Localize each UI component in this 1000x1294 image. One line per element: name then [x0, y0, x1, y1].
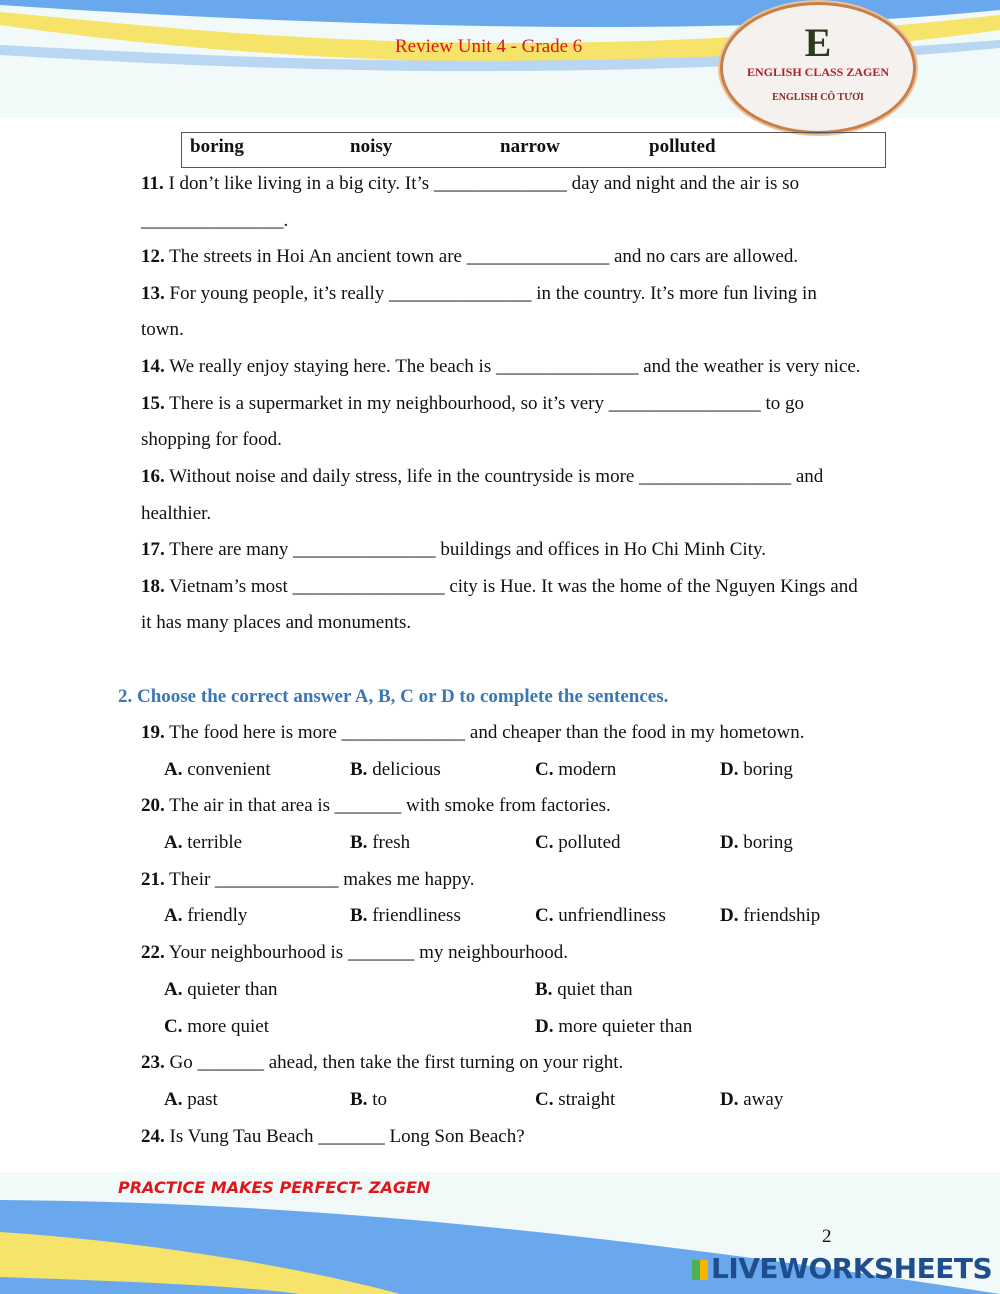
question-text: Your neighbourhood is _______ my neighbourhood. [164, 942, 568, 963]
question-line [141, 173, 799, 195]
option-letter: B. [350, 759, 368, 780]
question-line [141, 795, 611, 817]
option-letter: A. [164, 905, 183, 926]
option-letter: A. [164, 1089, 183, 1110]
question-number: 17. [141, 539, 165, 560]
question-text: The streets in Hoi An ancient town are _______________ and no cars are allowed. [164, 246, 799, 267]
question-text: Their _____________ makes me happy. [164, 869, 475, 890]
page-number: 2 [822, 1226, 832, 1247]
option-letter: B. [350, 832, 368, 853]
question-number: 13. [141, 283, 165, 304]
question-text: The food here is more _____________ and cheaper than the food in my hometown. [164, 722, 805, 743]
footer-slogan: PRACTICE MAKES PERFECT- ZAGEN [118, 1178, 431, 1197]
option-letter: D. [720, 1089, 739, 1110]
option-letter: C. [164, 1016, 183, 1037]
option-text: boring [743, 759, 793, 780]
question-line [141, 942, 568, 964]
question-line [141, 722, 804, 744]
option-letter: D. [720, 759, 739, 780]
answer-option[interactable] [164, 759, 271, 781]
option-letter: B. [350, 905, 368, 926]
logo-letter: E [804, 20, 832, 65]
answer-option[interactable] [535, 905, 666, 927]
question-text: Go _______ ahead, then take the first turning on your right. [164, 1052, 624, 1073]
question-number: 16. [141, 466, 165, 487]
question-text: healthier. [141, 503, 212, 524]
option-letter: B. [535, 979, 553, 1000]
word: boring [190, 136, 244, 157]
option-text: delicious [372, 759, 441, 780]
question-text: _______________. [141, 210, 289, 231]
answer-option[interactable] [164, 979, 277, 1001]
answer-option[interactable] [720, 905, 820, 927]
question-number: 24. [141, 1126, 165, 1147]
logo-line2: ENGLISH CÔ TƯƠI [772, 92, 864, 103]
question-text: town. [141, 319, 184, 340]
question-line [141, 576, 858, 598]
option-letter: C. [535, 1089, 554, 1110]
option-text: terrible [187, 832, 243, 853]
option-text: to [372, 1089, 387, 1110]
answer-option[interactable] [535, 1016, 692, 1038]
answer-option[interactable] [535, 832, 621, 854]
option-text: polluted [558, 832, 621, 853]
question-line [141, 869, 475, 891]
option-text: friendly [187, 905, 248, 926]
liveworksheets-logo[interactable] [692, 1252, 992, 1285]
answer-option[interactable] [535, 759, 616, 781]
question-number: 12. [141, 246, 165, 267]
answer-option[interactable] [164, 1089, 218, 1111]
answer-option[interactable] [535, 979, 633, 1001]
section-heading: 2. Choose the correct answer A, B, C or D to complete the sentences. [118, 686, 669, 707]
option-letter: D. [720, 905, 739, 926]
option-text: fresh [372, 832, 411, 853]
option-letter: D. [720, 832, 739, 853]
answer-option[interactable] [350, 905, 461, 927]
question-line [141, 466, 823, 488]
question-number: 19. [141, 722, 165, 743]
option-letter: C. [535, 905, 554, 926]
answer-option[interactable] [164, 832, 242, 854]
option-text: modern [558, 759, 617, 780]
answer-option[interactable] [720, 759, 793, 781]
option-text: straight [558, 1089, 616, 1110]
question-number: 23. [141, 1052, 165, 1073]
answer-option[interactable] [164, 905, 247, 927]
question-text: For young people, it’s really _______________ in the country. It’s more fun living in [164, 283, 817, 304]
option-text: quiet than [557, 979, 633, 1000]
question-line [141, 283, 817, 305]
question-line [141, 246, 798, 268]
word: narrow [500, 136, 560, 157]
option-text: quieter than [187, 979, 278, 1000]
option-letter: A. [164, 979, 183, 1000]
question-text: There is a supermarket in my neighbourhood, so it’s very ________________ to go [164, 393, 804, 414]
question-line [141, 393, 804, 415]
word: noisy [350, 136, 393, 157]
question-line [141, 612, 411, 634]
liveworksheets-icon [692, 1260, 708, 1280]
question-number: 14. [141, 356, 165, 377]
question-number: 21. [141, 869, 165, 890]
question-line [141, 356, 861, 378]
option-letter: B. [350, 1089, 368, 1110]
question-text: it has many places and monuments. [141, 612, 412, 633]
answer-option[interactable] [720, 1089, 783, 1111]
question-line [141, 1052, 623, 1074]
answer-option[interactable] [350, 759, 441, 781]
question-line [141, 210, 288, 232]
question-text: The air in that area is _______ with smoke from factories. [164, 795, 611, 816]
option-text: friendship [743, 905, 821, 926]
question-text: We really enjoy staying here. The beach is _______________ and the weather is very nice. [164, 356, 861, 377]
option-letter: C. [535, 759, 554, 780]
logo-line1: ENGLISH CLASS ZAGEN [746, 65, 890, 79]
question-text: I don’t like living in a big city. It’s ______________ day and night and the air is so [163, 173, 800, 194]
question-text: Vietnam’s most ________________ city is Hue. It was the home of the Nguyen Kings and [164, 576, 858, 597]
answer-option[interactable] [350, 1089, 387, 1111]
option-letter: A. [164, 832, 183, 853]
question-line [141, 1126, 525, 1148]
word-box [181, 132, 886, 168]
option-letter: C. [535, 832, 554, 853]
option-letter: D. [535, 1016, 554, 1037]
option-text: friendliness [372, 905, 461, 926]
option-text: past [187, 1089, 218, 1110]
logo-badge [720, 2, 916, 134]
option-text: unfriendliness [558, 905, 666, 926]
option-text: convenient [187, 759, 271, 780]
question-number: 11. [141, 173, 164, 194]
question-line [141, 319, 184, 341]
option-letter: A. [164, 759, 183, 780]
question-line [141, 429, 282, 451]
question-line [141, 539, 766, 561]
question-text: Is Vung Tau Beach _______ Long Son Beach? [164, 1126, 525, 1147]
answer-option[interactable] [350, 832, 410, 854]
option-text: more quiet [187, 1016, 270, 1037]
brand-text: LIVEWORKSHEETS [711, 1252, 993, 1285]
question-number: 22. [141, 942, 165, 963]
worksheet-title: Review Unit 4 - Grade 6 [395, 36, 583, 57]
answer-option[interactable] [164, 1016, 269, 1038]
question-number: 18. [141, 576, 165, 597]
word: polluted [649, 136, 716, 157]
question-line [141, 503, 211, 525]
answer-option[interactable] [720, 832, 793, 854]
question-text: Without noise and daily stress, life in the countryside is more ________________ and [164, 466, 824, 487]
option-text: more quieter than [558, 1016, 693, 1037]
question-text: There are many _______________ buildings and offices in Ho Chi Minh City. [164, 539, 766, 560]
question-number: 20. [141, 795, 165, 816]
answer-option[interactable] [535, 1089, 615, 1111]
question-number: 15. [141, 393, 165, 414]
option-text: away [743, 1089, 784, 1110]
option-text: boring [743, 832, 793, 853]
question-text: shopping for food. [141, 429, 282, 450]
